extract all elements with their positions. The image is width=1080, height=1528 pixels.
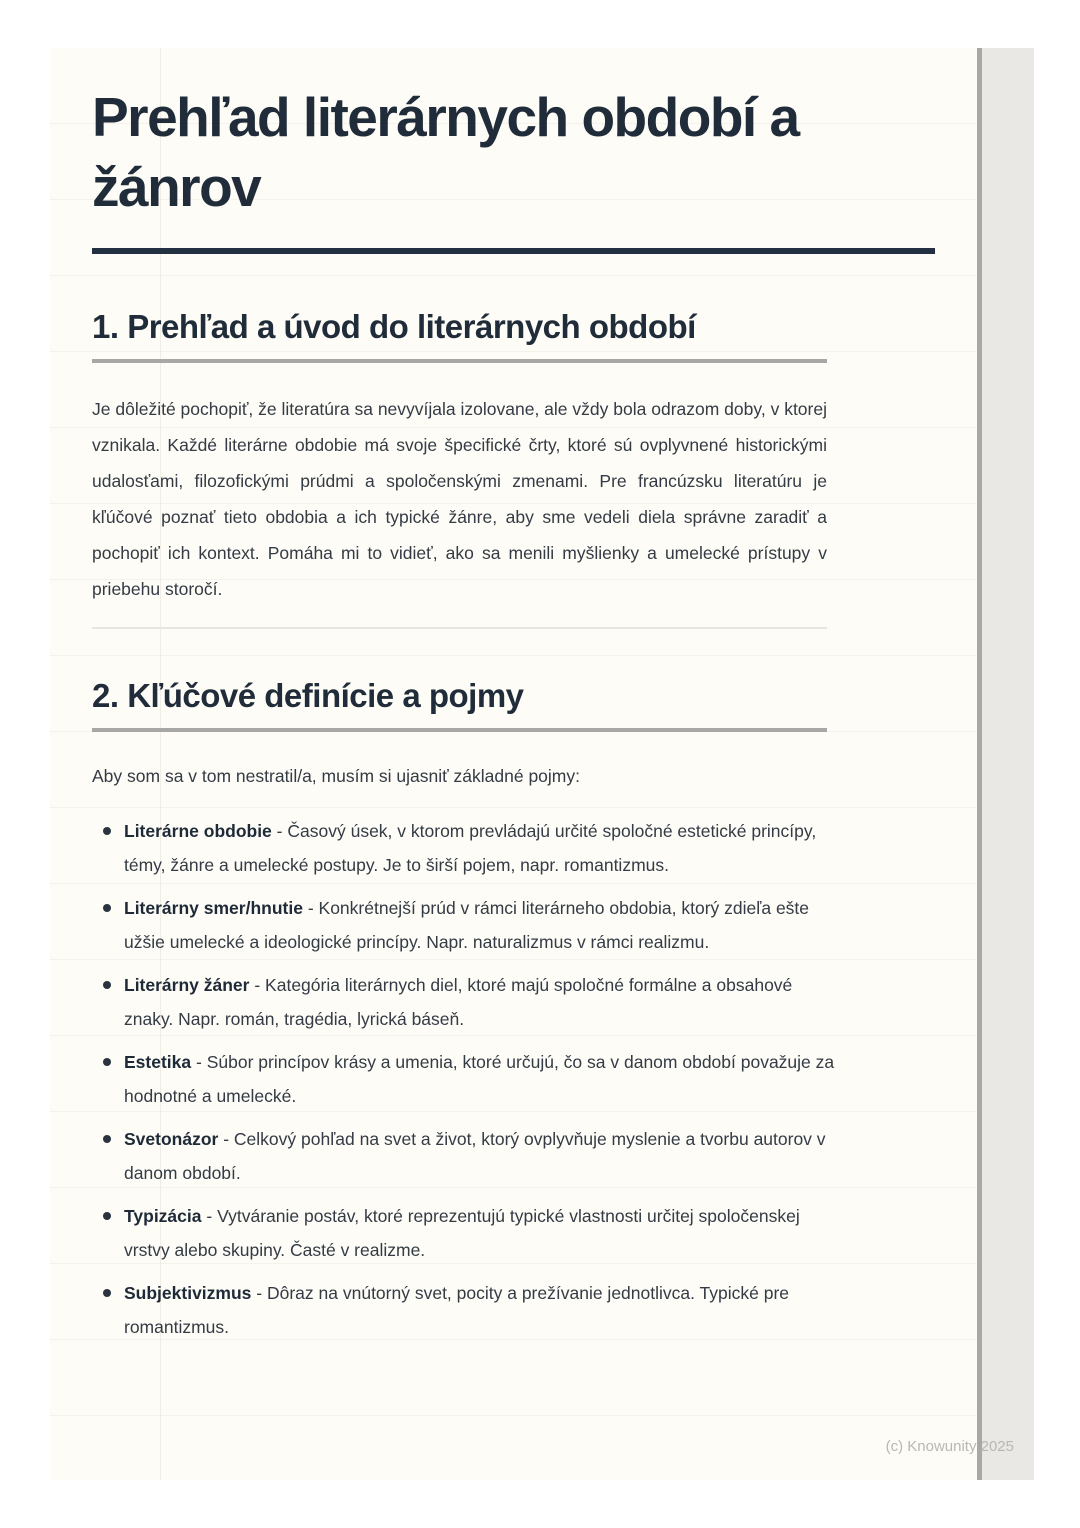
bullet-icon [103,1289,111,1297]
page-content [50,48,977,1344]
section-2-intro: Aby som sa v tom nestratil/a, musím si ujasniť základné pojmy: [92,766,580,786]
definition-term: Estetika [124,1052,192,1072]
bullet-icon [103,1212,111,1220]
section-separator [92,627,827,629]
bullet-icon [103,904,111,912]
definition-term: Literárny smer/hnutie [124,898,303,918]
title-divider [92,248,935,254]
section-1-paragraph: Je dôležité pochopiť, že literatúra sa nevyvíjala izolovane, ale vždy bola odrazom doby, v ktorej vznikala. Každé literárne obdobie má svoje špecifické črty, ktoré sú ovplyvnené historickými udalosťami, filozofickými prúdmi a spoločenskými zmenami. Pre francúzsku literatúru je kľúčové poznať tieto obdobia a ich typické žánre, aby sme vedeli diela správne zaradiť a pochopiť ich kontext. Pomáha mi to vidieť, ako sa menili myšlienky a umelecké prístupy v priebehu storočí. [92,399,827,599]
definition-text: Dôraz na vnútorný svet, pocity a prežívanie jednotlivca. Typické pre romantizmus. [124,1283,790,1337]
section-1-divider [92,359,827,363]
definition-text: Celkový pohľad na svet a život, ktorý ovplyvňuje myslenie a tvorbu autorov v danom období. [124,1129,826,1183]
term-separator: - [196,1052,202,1072]
bullet-icon [103,1058,111,1066]
page-title: Prehľad literárnych období a žánrov [92,86,799,218]
section-1-heading: 1. Prehľad a úvod do literárnych období [92,308,696,345]
list-item [92,1122,837,1190]
definition-text: Konkrétnejší prúd v rámci literárneho obdobia, ktorý zdieľa ešte užšie umelecké a ideologické princípy. Napr. naturalizmus v rámci realizmu. [124,898,810,952]
list-item [92,968,837,1036]
adjacent-page-strip [982,48,1034,1480]
list-item [92,1276,837,1344]
term-separator: - [276,821,283,841]
page-card [50,48,977,1480]
section-2-divider [92,728,827,732]
definition-term: Typizácia [124,1206,202,1226]
list-item [92,1045,837,1113]
definition-text: Súbor princípov krásy a umenia, ktoré určujú, čo sa v danom období považuje za hodnotné a umelecké. [124,1052,835,1106]
definitions-list [92,814,837,1344]
term-separator: - [223,1129,230,1149]
definition-text: Časový úsek, v ktorom prevládajú určité spoločné estetické princípy, témy, žánre a umelecké postupy. Je to širší pojem, napr. romantizmus. [124,821,817,875]
page-edge-line [977,48,982,1480]
definition-term: Svetonázor [124,1129,219,1149]
term-separator: - [254,975,261,995]
list-item [92,891,837,959]
term-separator: - [206,1206,213,1226]
term-separator: - [256,1283,263,1303]
definition-term: Subjektivizmus [124,1283,252,1303]
list-item [92,1199,837,1267]
list-item [92,814,837,882]
section-overview [92,306,977,607]
bullet-icon [103,827,111,835]
bullet-icon [103,981,111,989]
definition-text: Vytváranie postáv, ktoré reprezentujú typické vlastnosti určitej spoločenskej vrstvy alebo skupiny. Časté v realizme. [124,1206,800,1260]
definition-term: Literárny žáner [124,975,250,995]
definition-term: Literárne obdobie [124,821,272,841]
copyright-watermark: (c) Knowunity 2025 [885,1438,1014,1455]
section-2-heading: 2. Kľúčové definície a pojmy [92,677,524,714]
term-separator: - [307,898,314,918]
section-definitions [92,675,977,1344]
bullet-icon [103,1135,111,1143]
definition-text: Kategória literárnych diel, ktoré majú spoločné formálne a obsahové znaky. Napr. román, tragédia, lyrická báseň. [124,975,793,1029]
